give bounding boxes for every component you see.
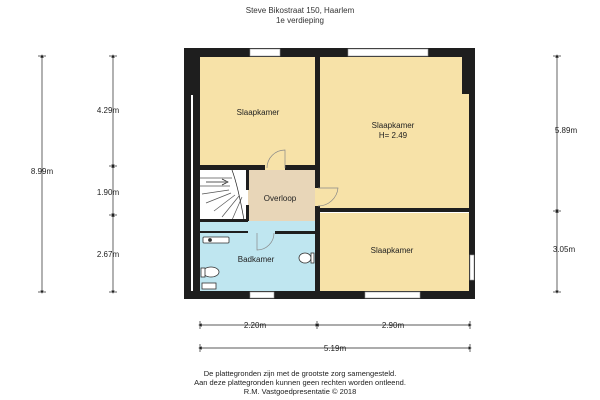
dim-left-top: 4.29m [96, 106, 120, 115]
dim-left-total: 8.99m [30, 167, 54, 176]
room-label-bathroom: Badkamer [237, 255, 275, 264]
dimension-line-bottom-segments [200, 321, 470, 329]
disclaimer-line-1: De plattegronden zijn met de grootste zorg samengesteld. [203, 369, 397, 378]
plan-address: Steve Bikostraat 150, Haarlem [245, 6, 355, 15]
room-label-bedroom-topleft: Slaapkamer [236, 108, 280, 117]
dim-left-mid: 1.90m [96, 188, 120, 197]
dim-bottom-total: 5.19m [323, 344, 347, 353]
dim-bottom-left: 2.20m [243, 321, 267, 330]
room-label-landing: Overloop [263, 194, 297, 203]
dim-left-bottom: 2.67m [96, 250, 120, 259]
room-label-bedroom-bottomright: Slaapkamer [370, 246, 414, 255]
dim-bottom-right: 2.90m [381, 321, 405, 330]
copyright: R.M. Vastgoedpresentatie © 2018 [243, 387, 357, 396]
room-label-bedroom-topright: Slaapkamer [371, 121, 415, 130]
disclaimer-line-2: Aan deze plattegronden kunnen geen rechten worden ontleend. [194, 378, 406, 387]
dim-right-top: 5.89m [554, 126, 578, 135]
room-height-label: H= 2.49 [378, 131, 408, 140]
dim-right-bottom: 3.05m [552, 245, 576, 254]
dimension-line-right [553, 56, 561, 292]
plan-floor: 1e verdieping [275, 16, 325, 25]
